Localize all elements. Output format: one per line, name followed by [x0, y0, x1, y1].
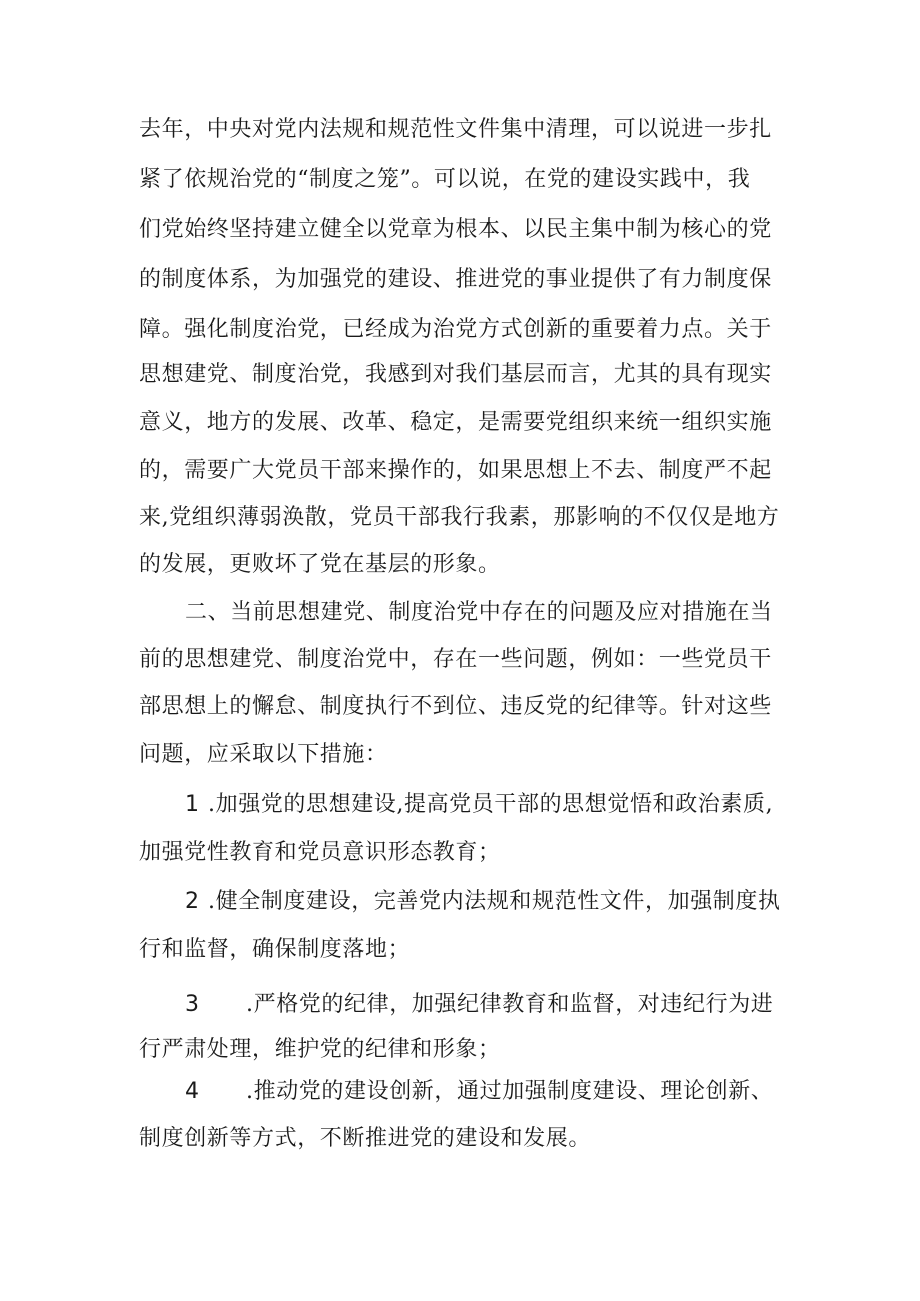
text-line: 紧了依规治党的“制度之笼”。可以说，在党的建设实践中，我 [139, 167, 751, 192]
text-line: 去年，中央对党内法规和规范性文件集中清理，可以说进一步扎 [139, 117, 772, 142]
text-line: 前的思想建党、制度治党中，存在一些问题，例如：一些党员干 [139, 647, 772, 672]
item-text-continued: 加强党性教育和党员意识形态教育； [139, 840, 501, 865]
text-line: 思想建党、制度治党，我感到对我们基层而言，尤其的具有现实 [139, 362, 772, 387]
item-number: 2 [185, 889, 199, 914]
item-text: .健全制度建设，完善党内法规和规范性文件，加强制度执 [208, 889, 781, 914]
text-line: 部思想上的懈怠、制度执行不到位、违反党的纪律等。针对这些 [139, 694, 772, 719]
text-line: 的，需要广大党员干部来操作的，如果思想上不去、制度严不起 [139, 458, 772, 483]
item-text-continued: 行严肃处理，维护党的纪律和形象； [139, 1037, 501, 1062]
item-text: .加强党的思想建设,提高党员干部的思想觉悟和政治素质, [208, 792, 774, 817]
text-line: 意义，地方的发展、改革、稳定，是需要党组织来统一组织实施 [139, 410, 772, 435]
item-number: 1 [185, 792, 199, 817]
item-text-continued: 行和监督，确保制度落地； [139, 937, 411, 962]
text-line: 来,党组织薄弱涣散，党员干部我行我素，那影响的不仅仅是地方 [139, 505, 780, 530]
text-line: 障。强化制度治党，已经成为治党方式创新的重要着力点。关于 [139, 317, 772, 342]
text-line: 们党始终坚持建立健全以党章为根本、以民主集中制为核心的党 [139, 217, 772, 242]
item-text: .推动党的建设创新，通过加强制度建设、理论创新、 [246, 1079, 774, 1104]
item-text-continued: 制度创新等方式，不断推进党的建设和发展。 [139, 1126, 592, 1151]
item-text: .严格党的纪律，加强纪律教育和监督，对违纪行为进 [246, 992, 774, 1017]
item-number: 3 [185, 992, 199, 1017]
text-line: 的发展，更败坏了党在基层的形象。 [139, 552, 501, 577]
item-number: 4 [185, 1079, 199, 1104]
text-line: 的制度体系，为加强党的建设、推进党的事业提供了有力制度保 [139, 267, 772, 292]
text-line: 问题，应采取以下措施： [139, 742, 388, 767]
section-heading-line: 二、当前思想建党、制度治党中存在的问题及应对措施在当 [185, 600, 773, 625]
